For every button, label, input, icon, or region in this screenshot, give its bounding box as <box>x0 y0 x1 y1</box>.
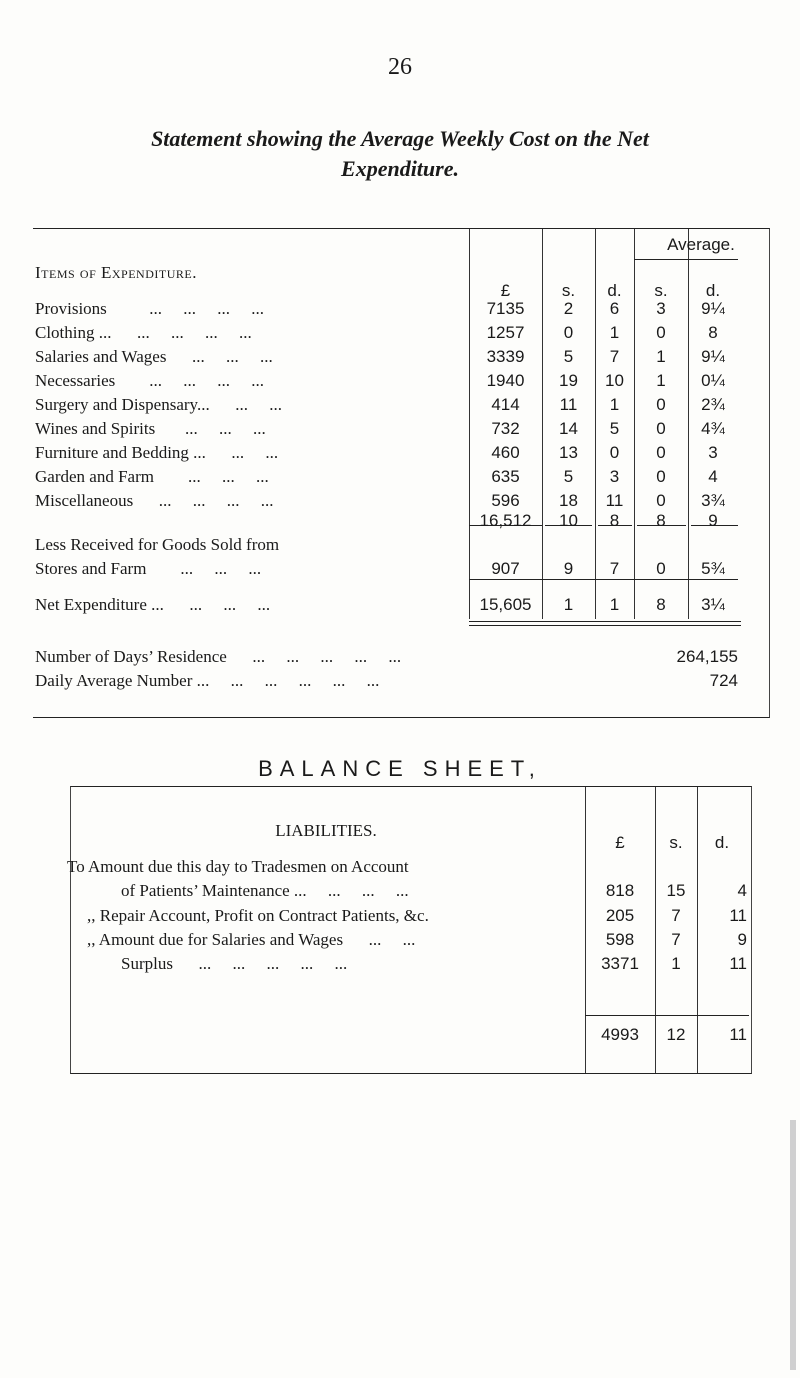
less-shillings: 9 <box>563 559 574 578</box>
expenditure-row-pounds: 414 <box>491 395 520 414</box>
expenditure-row-pence: 0 <box>609 443 620 462</box>
expenditure-row-shillings: 0 <box>563 323 574 342</box>
bs-row-1-label-2: of Patients’ Maintenance ... ... ... ... <box>121 881 409 900</box>
net-double-rule <box>469 625 741 626</box>
bs-row-4-pounds: 3371 <box>601 954 639 973</box>
less-label-1: Less Received for Goods Sold from <box>35 535 280 554</box>
expenditure-row-shillings: 5 <box>563 467 574 486</box>
expenditure-row-avg-shillings: 1 <box>656 347 666 366</box>
bs-row-4-label: Surplus ... ... ... ... ... <box>121 954 348 973</box>
col-header-pounds: £ <box>500 281 511 300</box>
liabilities-header: LIABILITIES. <box>275 821 377 840</box>
bs-row-3-pounds: 598 <box>605 930 635 949</box>
net-pence: 1 <box>609 595 620 614</box>
expenditure-row-avg-pence: 2¾ <box>701 395 725 414</box>
subtotal-pounds: 16,512 <box>479 511 532 530</box>
expenditure-row-avg-pence: 9¼ <box>701 299 725 318</box>
expenditure-row-shillings: 19 <box>559 371 578 390</box>
expenditure-row-pounds: 3339 <box>486 347 525 366</box>
expenditure-table <box>33 228 770 718</box>
expenditure-row-label: Salaries and Wages ... ... ... <box>35 347 273 366</box>
bs-col-pounds: £ <box>615 833 625 852</box>
net-shillings: 1 <box>563 595 574 614</box>
bs-row-1-pence: 4 <box>737 881 747 900</box>
expenditure-row-pence: 11 <box>605 491 624 510</box>
daily-value: 724 <box>709 671 738 690</box>
bs-col-shillings: s. <box>669 833 683 852</box>
expenditure-row-label: Garden and Farm ... ... ... <box>35 467 269 486</box>
balance-sheet-table <box>67 786 752 1074</box>
bs-row-2-pence: 11 <box>729 906 747 925</box>
subtotal-avg-shillings: 8 <box>656 511 666 530</box>
expenditure-row-pounds: 1940 <box>486 371 525 390</box>
expenditure-row-avg-shillings: 0 <box>656 491 666 510</box>
less-avg-shillings: 0 <box>656 559 666 578</box>
scan-edge <box>790 1120 796 1370</box>
bs-total-pounds: 4993 <box>601 1025 639 1044</box>
balance-sheet-title: BALANCE SHEET, <box>258 756 542 781</box>
expenditure-row-pounds: 635 <box>491 467 520 486</box>
expenditure-row-pounds: 460 <box>491 443 520 462</box>
expenditure-row-label: Furniture and Bedding ... ... ... <box>35 443 279 462</box>
expenditure-row-label: Miscellaneous ... ... ... ... <box>35 491 274 510</box>
bs-row-2-shillings: 7 <box>671 906 681 925</box>
bs-row-1-shillings: 15 <box>666 881 686 900</box>
expenditure-row-avg-shillings: 0 <box>656 419 666 438</box>
expenditure-row-avg-shillings: 0 <box>656 443 666 462</box>
title-line-1: Statement showing the Average Weekly Cost on the Net <box>151 126 649 151</box>
bs-total-rule <box>585 1015 749 1016</box>
bs-total-pence: 11 <box>729 1025 747 1044</box>
subtotal-pence: 8 <box>609 511 620 530</box>
subtotal-shillings: 10 <box>559 511 578 530</box>
col-header-pence: d. <box>607 281 622 300</box>
expenditure-row-shillings: 2 <box>563 299 574 318</box>
expenditure-row-shillings: 14 <box>559 419 578 438</box>
bs-row-3-shillings: 7 <box>671 930 681 949</box>
days-value: 264,155 <box>676 647 738 666</box>
expenditure-row-pence: 7 <box>609 347 620 366</box>
less-pence: 7 <box>609 559 620 578</box>
subtotal-avg-pence: 9 <box>708 511 718 530</box>
expenditure-row-pounds: 1257 <box>486 323 525 342</box>
expenditure-row-label: Necessaries ... ... ... ... <box>35 371 264 390</box>
daily-label: Daily Average Number ... ... ... ... ... ... <box>35 671 380 690</box>
expenditure-row-avg-pence: 4¾ <box>701 419 725 438</box>
col-header-avg-pence: d. <box>705 281 721 300</box>
net-double-rule <box>469 621 741 622</box>
items-header: Items of Expenditure. <box>35 263 197 282</box>
title-line-2: Expenditure. <box>341 156 459 181</box>
expenditure-row-label: Provisions ... ... ... ... <box>35 299 265 318</box>
bs-row-3-label: ,, Amount due for Salaries and Wages ... ... <box>87 930 416 949</box>
bs-row-4-shillings: 1 <box>671 954 681 973</box>
bs-total-shillings: 12 <box>666 1025 686 1044</box>
expenditure-row-avg-pence: 3 <box>708 443 718 462</box>
expenditure-row-pounds: 7135 <box>486 299 525 318</box>
bs-col-pence: d. <box>714 833 730 852</box>
expenditure-row-avg-shillings: 1 <box>656 371 666 390</box>
expenditure-row-avg-shillings: 3 <box>656 299 666 318</box>
bs-row-1-label-1: To Amount due this day to Tradesmen on Account <box>67 857 409 876</box>
expenditure-row-avg-shillings: 0 <box>656 395 666 414</box>
net-avg-pence: 3¼ <box>701 595 725 614</box>
less-avg-pence: 5¾ <box>701 559 725 578</box>
average-header: Average. <box>667 235 735 254</box>
expenditure-row-avg-pence: 8 <box>708 323 718 342</box>
expenditure-row-avg-pence: 0¼ <box>701 371 725 390</box>
expenditure-row-pence: 3 <box>609 467 620 486</box>
expenditure-row-avg-shillings: 0 <box>656 467 666 486</box>
expenditure-row-avg-shillings: 0 <box>656 323 666 342</box>
net-label: Net Expenditure ... ... ... ... <box>35 595 271 614</box>
net-pounds: 15,605 <box>479 595 532 614</box>
expenditure-row-label: Wines and Spirits ... ... ... <box>35 419 266 438</box>
less-label-2: Stores and Farm ... ... ... <box>35 559 262 578</box>
expenditure-row-pence: 1 <box>609 323 620 342</box>
col-header-shillings: s. <box>561 281 576 300</box>
days-label: Number of Days’ Residence ... ... ... ... ... <box>35 647 402 666</box>
expenditure-row-avg-pence: 4 <box>708 467 718 486</box>
bs-row-1-pounds: 818 <box>605 881 635 900</box>
expenditure-row-label: Clothing ... ... ... ... ... <box>35 323 252 342</box>
net-rule <box>469 579 738 580</box>
bs-row-2-pounds: 205 <box>605 906 635 925</box>
expenditure-row-shillings: 5 <box>563 347 574 366</box>
expenditure-row-avg-pence: 9¼ <box>701 347 725 366</box>
expenditure-row-label: Surgery and Dispensary... ... ... <box>35 395 282 414</box>
page-number: 26 <box>388 54 412 80</box>
average-underline <box>634 259 738 260</box>
expenditure-row-shillings: 13 <box>559 443 578 462</box>
expenditure-row-pounds: 596 <box>491 491 520 510</box>
expenditure-row-pence: 10 <box>605 371 624 390</box>
expenditure-row-pence: 5 <box>609 419 620 438</box>
bs-row-3-pence: 9 <box>737 930 747 949</box>
expenditure-row-shillings: 11 <box>559 395 578 414</box>
bs-row-4-pence: 11 <box>729 954 747 973</box>
less-pounds: 907 <box>491 559 520 578</box>
expenditure-row-pence: 1 <box>609 395 620 414</box>
expenditure-row-pounds: 732 <box>491 419 520 438</box>
expenditure-row-shillings: 18 <box>559 491 578 510</box>
col-header-avg-shillings: s. <box>654 281 668 300</box>
expenditure-row-pence: 6 <box>609 299 620 318</box>
bs-row-2-label: ,, Repair Account, Profit on Contract Patients, &c. <box>87 906 429 925</box>
expenditure-row-avg-pence: 3¾ <box>701 491 725 510</box>
net-avg-shillings: 8 <box>656 595 666 614</box>
